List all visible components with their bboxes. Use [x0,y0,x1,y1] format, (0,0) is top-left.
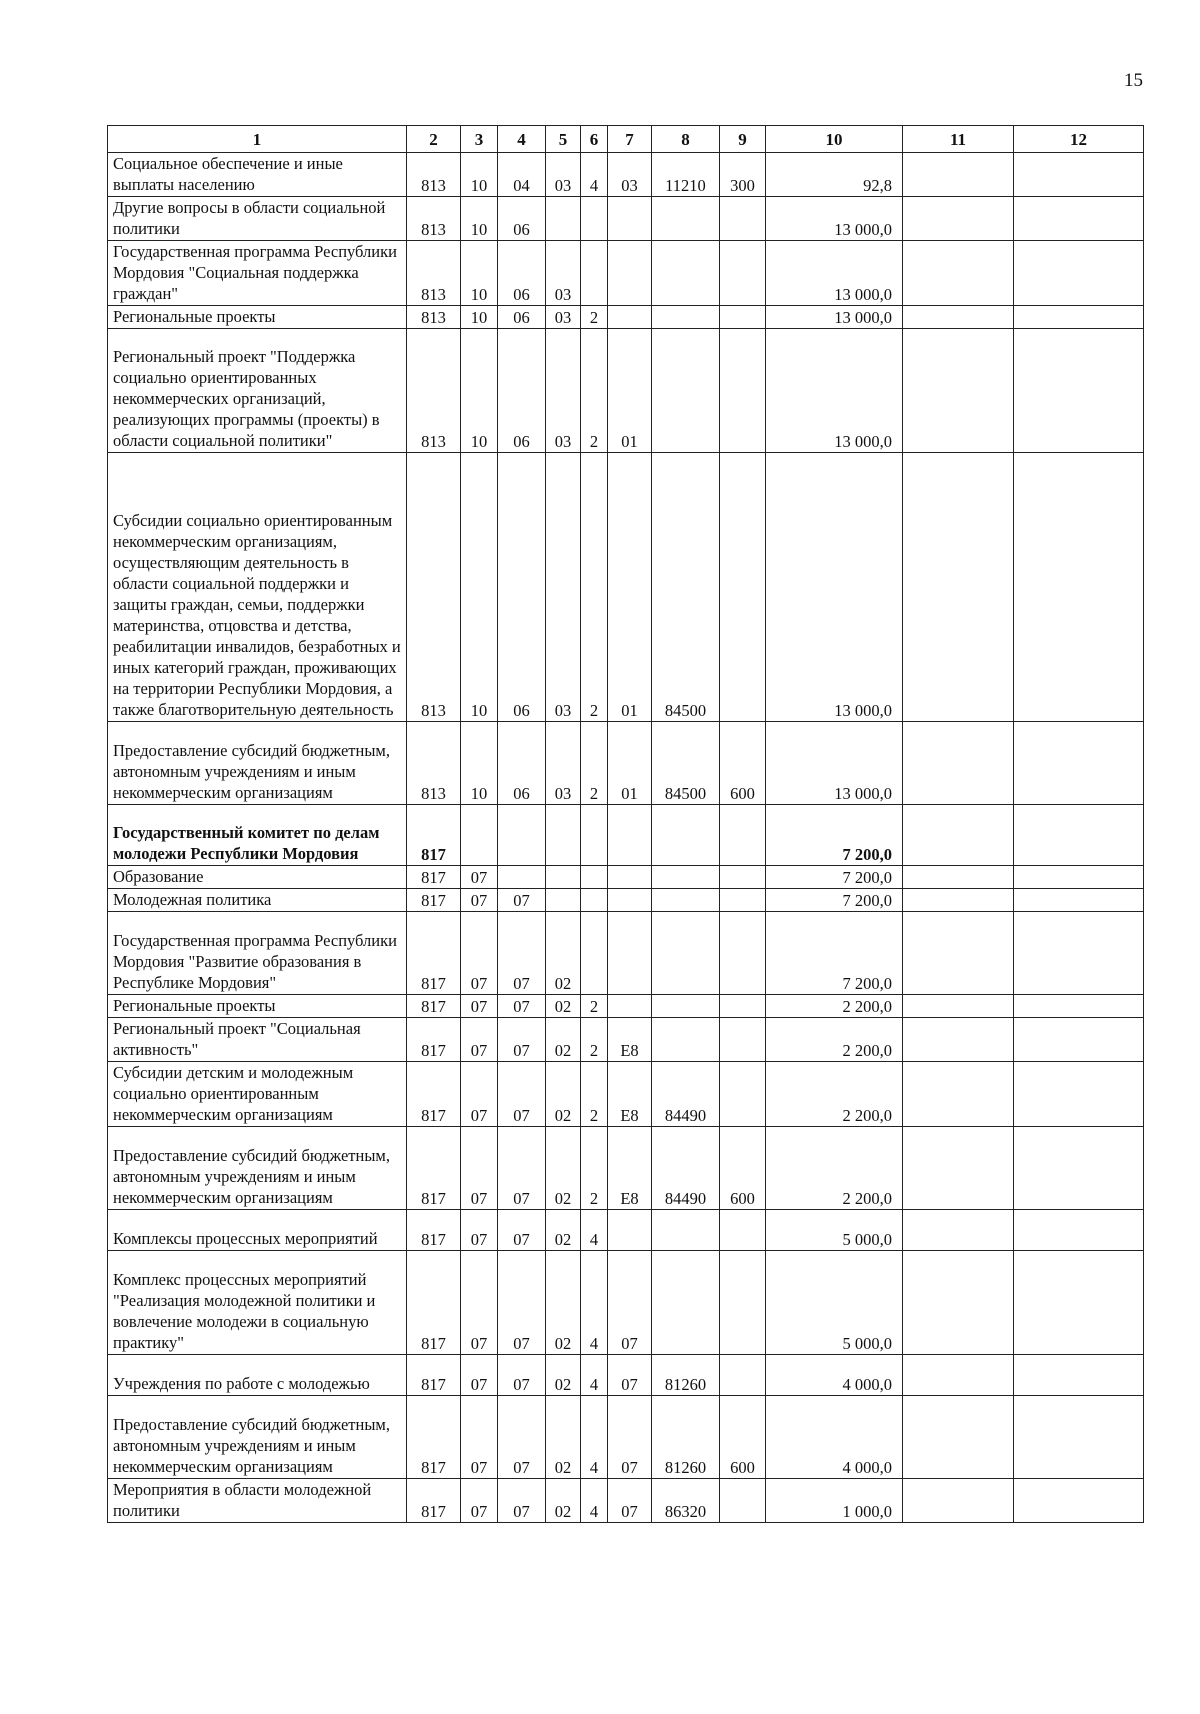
table-cell-col-8 [652,329,720,453]
table-cell-col-6: 4 [581,1355,608,1396]
table-cell-col-9: 600 [720,722,766,805]
table-cell-col-11 [903,329,1014,453]
table-cell-col-7 [608,306,652,329]
table-cell-col-9: 300 [720,153,766,197]
table-cell-col-9 [720,329,766,453]
table-row [108,1479,1144,1523]
table-row [108,306,1144,329]
row-name-cell: Другие вопросы в области социальной политики [108,197,407,241]
row-name-cell: Региональный проект "Поддержка социально ориентированных некоммерческих организаций, реализующих программы (проекты) в области социальной политики" [108,329,407,453]
table-cell-col-6: 4 [581,1396,608,1479]
table-cell-col-5: 03 [546,241,581,306]
table-cell-col-6: 2 [581,453,608,722]
table-cell-col-6: 2 [581,306,608,329]
table-cell-col-2: 817 [407,866,461,889]
table-cell-col-12 [1014,1479,1144,1523]
table-cell-col-5: 02 [546,1355,581,1396]
table-cell-col-10: 7 200,0 [766,912,903,995]
table-cell-col-11 [903,153,1014,197]
table-cell-col-6: 2 [581,1018,608,1062]
table-cell-col-12 [1014,241,1144,306]
table-cell-col-3: 07 [461,1062,498,1127]
table-cell-col-4: 06 [498,453,546,722]
table-cell-col-12 [1014,1251,1144,1355]
table-cell-col-12 [1014,1062,1144,1127]
table-cell-col-10: 13 000,0 [766,241,903,306]
table-cell-col-3: 10 [461,241,498,306]
table-cell-col-7: 07 [608,1251,652,1355]
table-cell-col-11 [903,197,1014,241]
table-row [108,889,1144,912]
table-cell-col-4: 07 [498,1355,546,1396]
table-cell-col-7: E8 [608,1062,652,1127]
table-cell-col-3: 10 [461,453,498,722]
table-cell-col-11 [903,1251,1014,1355]
table-cell-col-8 [652,912,720,995]
table-cell-col-11 [903,1479,1014,1523]
table-cell-col-11 [903,912,1014,995]
table-cell-col-7: 07 [608,1479,652,1523]
table-cell-col-7 [608,197,652,241]
table-cell-col-8 [652,1210,720,1251]
table-cell-col-12 [1014,329,1144,453]
table-row [108,153,1144,197]
table-cell-col-2: 813 [407,306,461,329]
table-cell-col-8 [652,889,720,912]
table-cell-col-2: 817 [407,912,461,995]
table-cell-col-2: 813 [407,153,461,197]
table-cell-col-6: 2 [581,329,608,453]
table-cell-col-4: 07 [498,1127,546,1210]
table-cell-col-11 [903,889,1014,912]
table-cell-col-11 [903,805,1014,866]
table-cell-col-5: 03 [546,306,581,329]
table-cell-col-9 [720,995,766,1018]
table-cell-col-2: 817 [407,1396,461,1479]
table-cell-col-6: 4 [581,1210,608,1251]
table-cell-col-6 [581,912,608,995]
table-cell-col-2: 813 [407,241,461,306]
table-cell-col-9 [720,197,766,241]
table-cell-col-7: E8 [608,1018,652,1062]
table-row [108,241,1144,306]
row-name-cell: Предоставление субсидий бюджетным, автономным учреждениям и иным некоммерческим организациям [108,1396,407,1479]
table-cell-col-6: 4 [581,153,608,197]
table-cell-col-3: 07 [461,889,498,912]
table-cell-col-6 [581,241,608,306]
table-cell-col-10: 13 000,0 [766,306,903,329]
table-cell-col-3: 10 [461,306,498,329]
table-cell-col-7: 03 [608,153,652,197]
table-row [108,329,1144,453]
table-cell-col-7 [608,995,652,1018]
table-cell-col-5 [546,197,581,241]
table-row [108,197,1144,241]
row-name-cell: Государственная программа Республики Мордовия "Социальная поддержка граждан" [108,241,407,306]
table-cell-col-3: 10 [461,153,498,197]
table-cell-col-8 [652,306,720,329]
table-row [108,1127,1144,1210]
table-cell-col-10: 2 200,0 [766,1062,903,1127]
column-header: 7 [608,126,652,153]
table-cell-col-10: 13 000,0 [766,453,903,722]
row-name-cell: Региональные проекты [108,995,407,1018]
table-cell-col-4: 07 [498,912,546,995]
table-cell-col-9 [720,1251,766,1355]
table-cell-col-7 [608,866,652,889]
table-cell-col-12 [1014,453,1144,722]
table-cell-col-3: 07 [461,912,498,995]
table-cell-col-4: 07 [498,995,546,1018]
table-cell-col-12 [1014,1210,1144,1251]
table-cell-col-2: 817 [407,1355,461,1396]
table-cell-col-3: 07 [461,1127,498,1210]
table-cell-col-7 [608,805,652,866]
table-cell-col-12 [1014,912,1144,995]
table-cell-col-2: 817 [407,1062,461,1127]
table-cell-col-2: 817 [407,1210,461,1251]
table-cell-col-7: 01 [608,722,652,805]
table-cell-col-10: 5 000,0 [766,1251,903,1355]
table-cell-col-12 [1014,889,1144,912]
row-name-cell: Образование [108,866,407,889]
table-cell-col-2: 817 [407,995,461,1018]
table-cell-col-4: 07 [498,1018,546,1062]
table-cell-col-9 [720,866,766,889]
table-cell-col-4: 07 [498,1251,546,1355]
table-cell-col-3: 07 [461,866,498,889]
table-row [108,722,1144,805]
table-cell-col-6: 4 [581,1251,608,1355]
table-cell-col-7: 07 [608,1396,652,1479]
table-cell-col-7 [608,912,652,995]
table-cell-col-2: 813 [407,197,461,241]
table-cell-col-5: 02 [546,1210,581,1251]
column-header: 3 [461,126,498,153]
column-header: 5 [546,126,581,153]
table-cell-col-4: 04 [498,153,546,197]
table-cell-col-6 [581,805,608,866]
column-header: 12 [1014,126,1144,153]
table-cell-col-11 [903,866,1014,889]
table-row [108,1210,1144,1251]
table-cell-col-4: 06 [498,306,546,329]
table-row [108,805,1144,866]
table-cell-col-8 [652,866,720,889]
table-cell-col-3: 07 [461,1018,498,1062]
table-cell-col-9: 600 [720,1396,766,1479]
table-row [108,1018,1144,1062]
table-cell-col-3: 10 [461,722,498,805]
table-cell-col-4 [498,805,546,866]
table-cell-col-5: 02 [546,1127,581,1210]
row-name-cell: Мероприятия в области молодежной политики [108,1479,407,1523]
table-cell-col-8 [652,241,720,306]
table-cell-col-2: 817 [407,1251,461,1355]
row-name-cell: Предоставление субсидий бюджетным, автономным учреждениям и иным некоммерческим организациям [108,722,407,805]
table-cell-col-10: 7 200,0 [766,805,903,866]
table-cell-col-4: 07 [498,1396,546,1479]
table-row [108,1396,1144,1479]
table-cell-col-6: 2 [581,995,608,1018]
table-cell-col-10: 1 000,0 [766,1479,903,1523]
table-cell-col-7: E8 [608,1127,652,1210]
table-cell-col-10: 2 200,0 [766,995,903,1018]
table-cell-col-8 [652,805,720,866]
table-cell-col-5: 03 [546,153,581,197]
table-cell-col-2: 817 [407,1127,461,1210]
table-cell-col-9 [720,1062,766,1127]
table-cell-col-3: 07 [461,1251,498,1355]
table-cell-col-12 [1014,1018,1144,1062]
table-cell-col-5: 03 [546,453,581,722]
budget-table [107,125,1144,1523]
table-cell-col-8: 81260 [652,1355,720,1396]
table-cell-col-7 [608,1210,652,1251]
table-row [108,1355,1144,1396]
table-cell-col-8: 84490 [652,1062,720,1127]
table-cell-col-11 [903,995,1014,1018]
column-header: 6 [581,126,608,153]
table-cell-col-12 [1014,1396,1144,1479]
table-cell-col-10: 13 000,0 [766,197,903,241]
table-cell-col-10: 13 000,0 [766,329,903,453]
table-cell-col-2: 817 [407,889,461,912]
table-cell-col-12 [1014,1355,1144,1396]
table-cell-col-9 [720,912,766,995]
table-cell-col-12 [1014,197,1144,241]
table-cell-col-12 [1014,306,1144,329]
page-number: 15 [1124,70,1143,91]
table-cell-col-10: 5 000,0 [766,1210,903,1251]
table-cell-col-10: 4 000,0 [766,1355,903,1396]
table-cell-col-3: 07 [461,995,498,1018]
column-header: 10 [766,126,903,153]
table-cell-col-11 [903,722,1014,805]
table-cell-col-3 [461,805,498,866]
table-cell-col-9: 600 [720,1127,766,1210]
table-cell-col-11 [903,241,1014,306]
table-cell-col-9 [720,306,766,329]
table-cell-col-11 [903,1210,1014,1251]
table-cell-col-8: 84490 [652,1127,720,1210]
table-cell-col-11 [903,1396,1014,1479]
table-cell-col-5: 02 [546,1479,581,1523]
table-body [108,153,1144,1523]
row-name-cell: Комплекс процессных мероприятий "Реализация молодежной политики и вовлечение молодежи в социальную практику" [108,1251,407,1355]
table-cell-col-10: 7 200,0 [766,889,903,912]
table-cell-col-10: 92,8 [766,153,903,197]
table-cell-col-4: 07 [498,889,546,912]
row-name-cell: Молодежная политика [108,889,407,912]
table-cell-col-5: 02 [546,912,581,995]
row-name-cell: Учреждения по работе с молодежью [108,1355,407,1396]
table-cell-col-12 [1014,805,1144,866]
table-cell-col-11 [903,306,1014,329]
table-cell-col-7: 01 [608,329,652,453]
column-header: 9 [720,126,766,153]
table-cell-col-3: 07 [461,1355,498,1396]
table-cell-col-6 [581,866,608,889]
table-cell-col-5 [546,866,581,889]
table-cell-col-4: 06 [498,722,546,805]
table-cell-col-8 [652,1018,720,1062]
table-cell-col-5: 02 [546,1062,581,1127]
table-cell-col-5: 02 [546,1018,581,1062]
table-cell-col-8 [652,995,720,1018]
table-cell-col-8 [652,197,720,241]
table-cell-col-3: 07 [461,1396,498,1479]
table-cell-col-2: 813 [407,329,461,453]
table-cell-col-3: 10 [461,329,498,453]
table-cell-col-5: 03 [546,722,581,805]
table-cell-col-2: 813 [407,722,461,805]
row-name-cell: Субсидии детским и молодежным социально ориентированным некоммерческим организациям [108,1062,407,1127]
table-cell-col-8: 86320 [652,1479,720,1523]
table-cell-col-11 [903,1062,1014,1127]
table-row [108,1062,1144,1127]
table-cell-col-9 [720,1355,766,1396]
table-cell-col-7 [608,241,652,306]
table-cell-col-5: 02 [546,1251,581,1355]
table-cell-col-2: 817 [407,1479,461,1523]
table-cell-col-6 [581,889,608,912]
table-cell-col-12 [1014,995,1144,1018]
table-cell-col-12 [1014,1127,1144,1210]
table-cell-col-4: 06 [498,241,546,306]
table-cell-col-3: 07 [461,1210,498,1251]
table-cell-col-8: 11210 [652,153,720,197]
table-cell-col-10: 4 000,0 [766,1396,903,1479]
header-row [108,126,1144,153]
table-cell-col-9 [720,805,766,866]
row-name-cell: Субсидии социально ориентированным некоммерческим организациям, осуществляющим деятельность в области социальной поддержки и защиты граждан, семьи, поддержки материнства, отцовства и детства, реабилитации инвалидов, безработных и иных категорий граждан, проживающих на территории Республики Мордовия, а также благотворительную деятельность [108,453,407,722]
table-row [108,453,1144,722]
table-cell-col-5: 02 [546,995,581,1018]
row-name-cell: Предоставление субсидий бюджетным, автономным учреждениям и иным некоммерческим организациям [108,1127,407,1210]
row-name-cell: Региональный проект "Социальная активность" [108,1018,407,1062]
table-cell-col-12 [1014,866,1144,889]
table-cell-col-9 [720,889,766,912]
table-cell-col-10: 2 200,0 [766,1018,903,1062]
table-cell-col-8: 84500 [652,453,720,722]
table-cell-col-11 [903,1018,1014,1062]
table-cell-col-5 [546,805,581,866]
table-cell-col-7: 01 [608,453,652,722]
table-cell-col-6: 2 [581,1062,608,1127]
column-header: 8 [652,126,720,153]
table-cell-col-2: 817 [407,1018,461,1062]
table-cell-col-4: 07 [498,1062,546,1127]
table-cell-col-7: 07 [608,1355,652,1396]
table-row [108,995,1144,1018]
column-header: 2 [407,126,461,153]
table-cell-col-9 [720,1018,766,1062]
column-header: 11 [903,126,1014,153]
table-cell-col-3: 10 [461,197,498,241]
table-cell-col-8: 84500 [652,722,720,805]
table-cell-col-8 [652,1251,720,1355]
table-cell-col-11 [903,1355,1014,1396]
row-name-cell: Государственная программа Республики Мордовия "Развитие образования в Республике Мордовия" [108,912,407,995]
table-cell-col-4: 07 [498,1210,546,1251]
table-cell-col-5: 02 [546,1396,581,1479]
table-cell-col-8: 81260 [652,1396,720,1479]
row-name-cell: Государственный комитет по делам молодежи Республики Мордовия [108,805,407,866]
table-cell-col-12 [1014,722,1144,805]
table-cell-col-9 [720,453,766,722]
table-cell-col-6: 4 [581,1479,608,1523]
table-cell-col-12 [1014,153,1144,197]
table-cell-col-6: 2 [581,1127,608,1210]
row-name-cell: Комплексы процессных мероприятий [108,1210,407,1251]
table-cell-col-9 [720,1210,766,1251]
row-name-cell: Региональные проекты [108,306,407,329]
table-cell-col-9 [720,241,766,306]
column-header: 1 [108,126,407,153]
table-cell-col-11 [903,1127,1014,1210]
table-row [108,912,1144,995]
table-row [108,1251,1144,1355]
table-cell-col-9 [720,1479,766,1523]
table-cell-col-3: 07 [461,1479,498,1523]
table-cell-col-10: 2 200,0 [766,1127,903,1210]
column-header: 4 [498,126,546,153]
table-cell-col-5 [546,889,581,912]
table-cell-col-10: 7 200,0 [766,866,903,889]
table-cell-col-10: 13 000,0 [766,722,903,805]
table-cell-col-7 [608,889,652,912]
table-cell-col-4 [498,866,546,889]
table-cell-col-6 [581,197,608,241]
table-cell-col-4: 07 [498,1479,546,1523]
table-cell-col-11 [903,453,1014,722]
table-cell-col-4: 06 [498,329,546,453]
row-name-cell: Социальное обеспечение и иные выплаты населению [108,153,407,197]
table-cell-col-2: 817 [407,805,461,866]
table-cell-col-6: 2 [581,722,608,805]
table-cell-col-5: 03 [546,329,581,453]
table-cell-col-2: 813 [407,453,461,722]
table-cell-col-4: 06 [498,197,546,241]
table-row [108,866,1144,889]
